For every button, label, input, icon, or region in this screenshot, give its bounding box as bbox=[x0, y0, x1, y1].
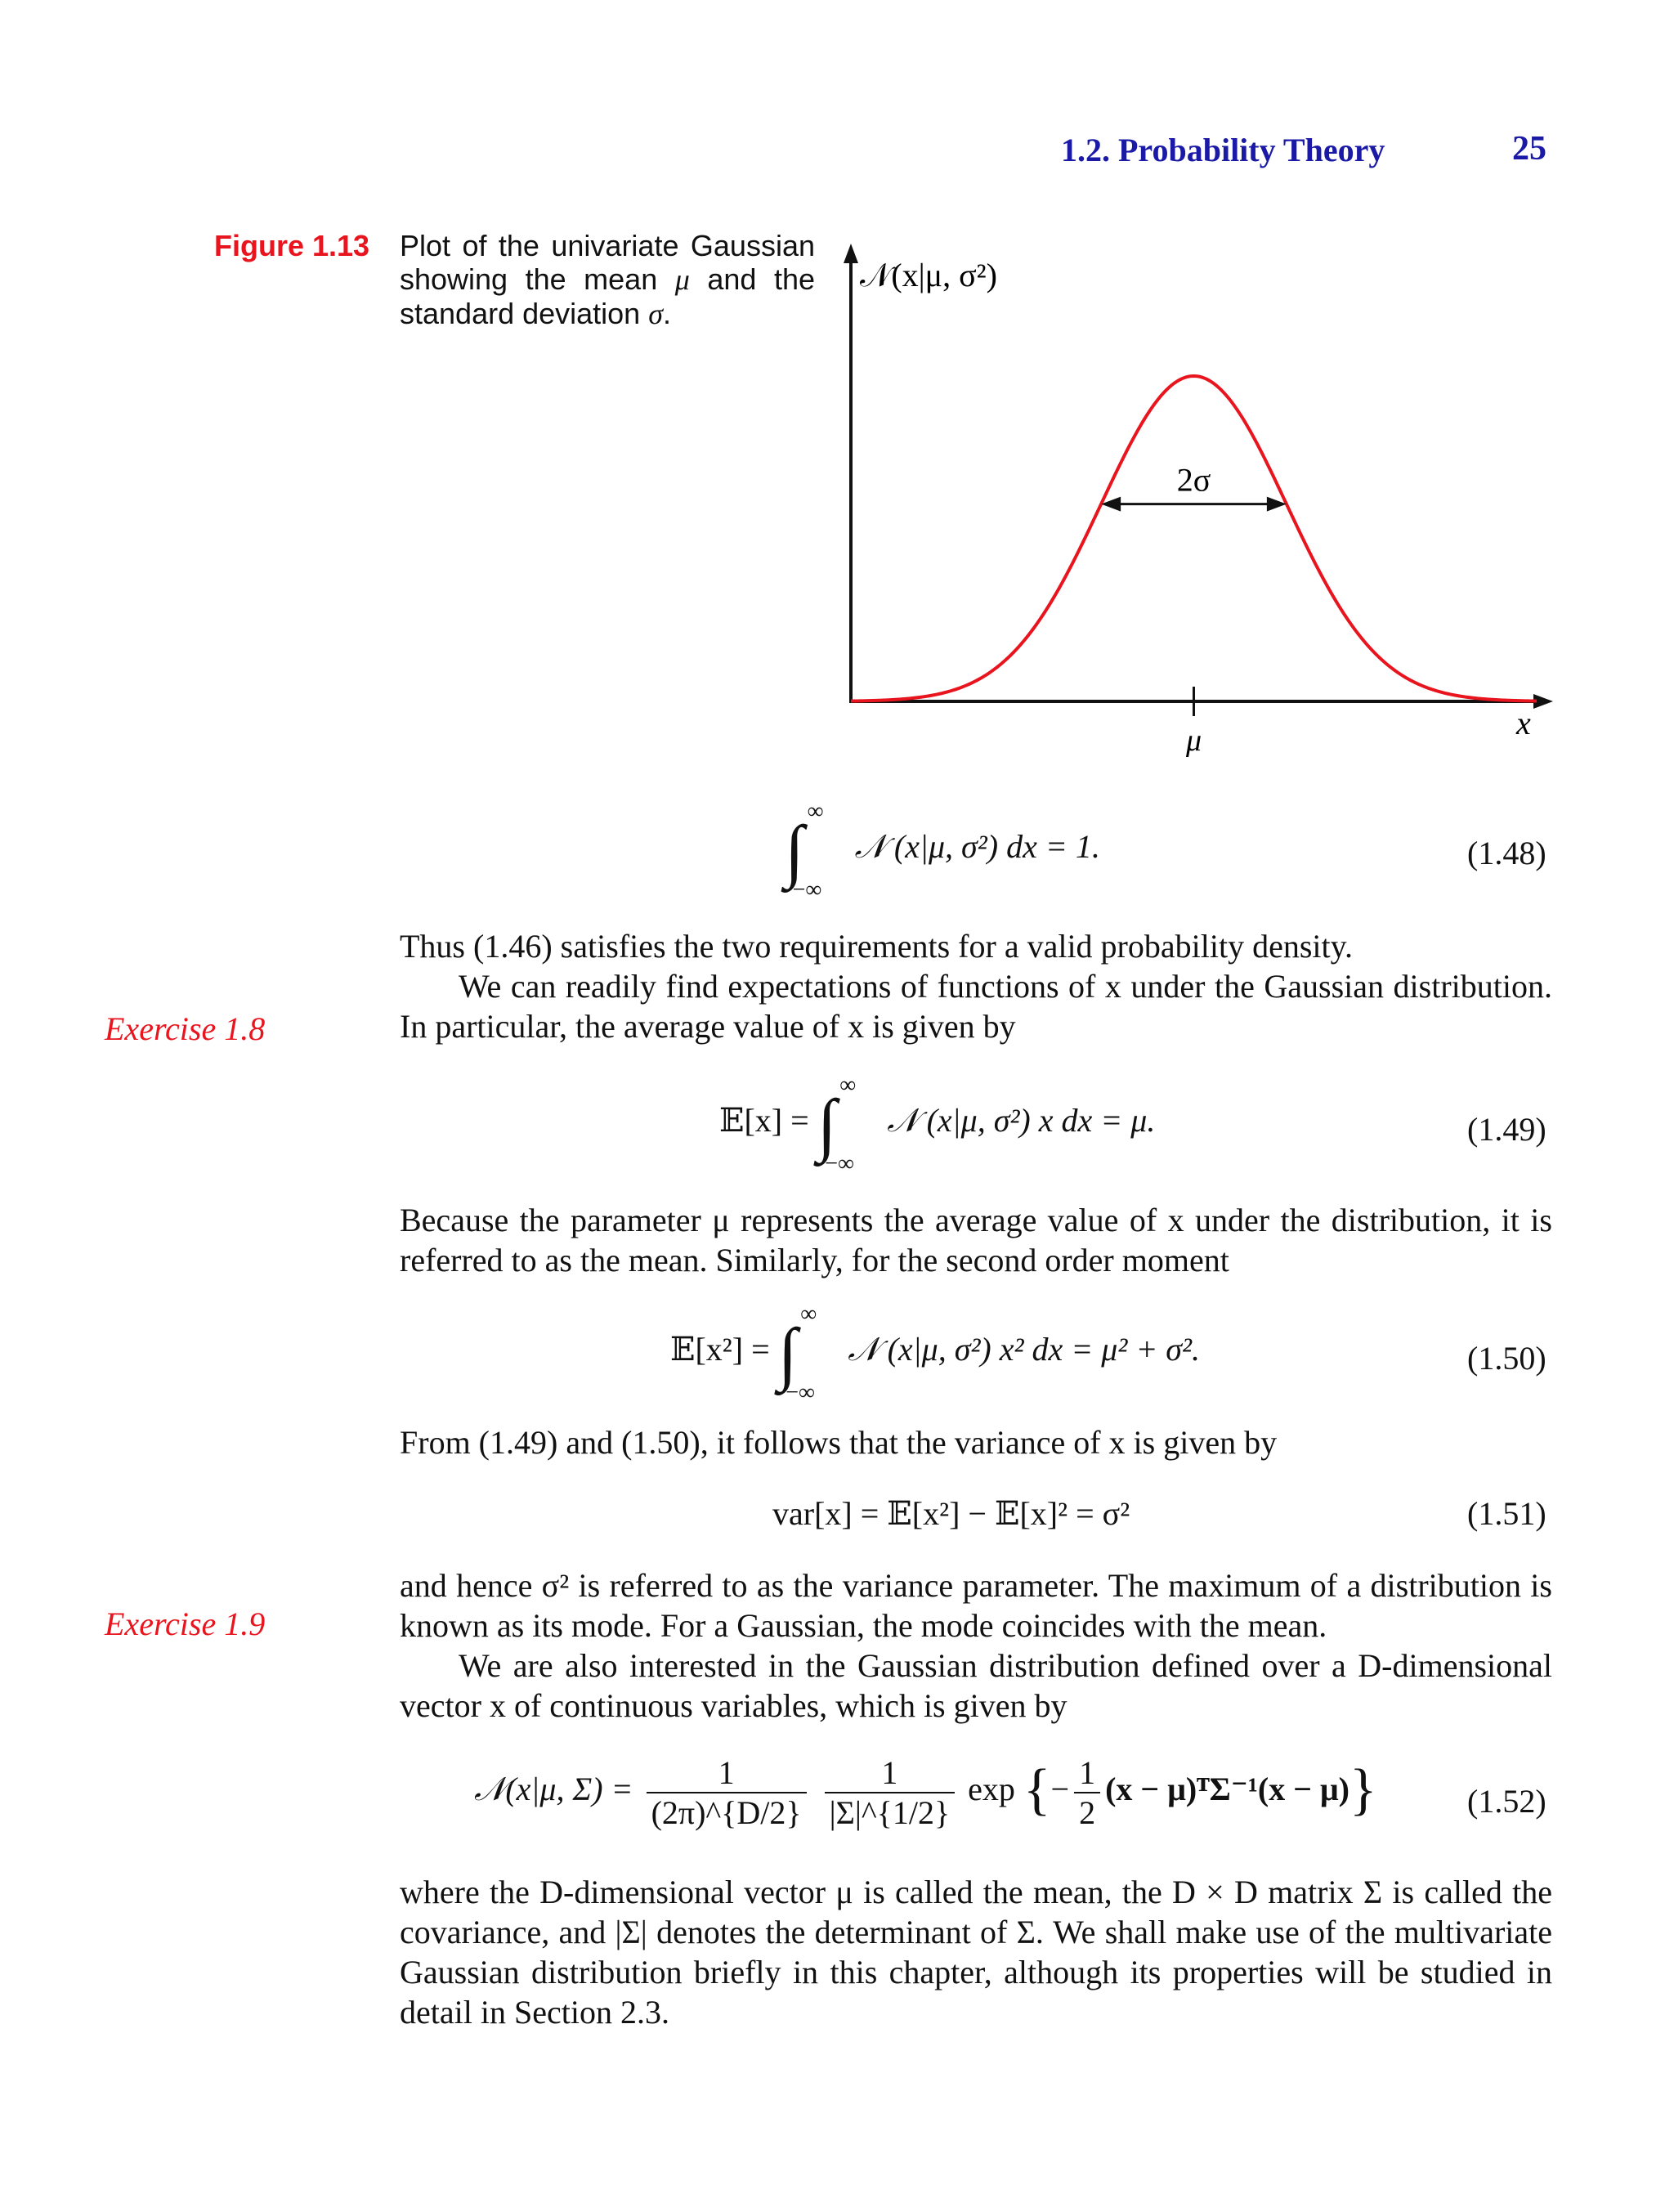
margin-note-exercise-1-8[interactable]: Exercise 1.8 bbox=[105, 1010, 266, 1047]
eq149-lhs: 𝔼[x] = bbox=[719, 1102, 809, 1140]
eq152-brace-open: { bbox=[1023, 1758, 1051, 1822]
eq152-half-den: 2 bbox=[1079, 1794, 1096, 1831]
eq152-half bbox=[1074, 1753, 1100, 1832]
equation-1-49: 𝔼[x] = ∫ ∞ −∞ 𝒩 (x|μ, σ²) x dx = μ. bbox=[719, 1072, 1156, 1176]
equation-number-1-48: (1.48) bbox=[1467, 835, 1546, 871]
y-axis-arrow-icon bbox=[844, 244, 858, 263]
eq150-upper-limit: ∞ bbox=[800, 1301, 817, 1327]
eq152-frac1-den: (2π)^{D/2} bbox=[651, 1794, 802, 1831]
eq148-body: 𝒩 (x|μ, σ²) dx = 1. bbox=[854, 828, 1100, 866]
equation-number-1-52: (1.52) bbox=[1467, 1783, 1546, 1820]
paragraph-5 bbox=[400, 1565, 1552, 1726]
eq149-body: 𝒩 (x|μ, σ²) x dx = μ. bbox=[887, 1102, 1156, 1140]
caption-text-b: and the standard deviation bbox=[400, 262, 816, 330]
eq152-frac2-den: |Σ|^{1/2} bbox=[829, 1794, 951, 1831]
caption-text-c: . bbox=[662, 297, 671, 330]
equation-number-1-49: (1.49) bbox=[1467, 1111, 1546, 1148]
equation-1-48: ∫ ∞ −∞ 𝒩 (x|μ, σ²) dx = 1. bbox=[785, 799, 1100, 902]
caption-sigma: σ bbox=[648, 298, 663, 330]
equation-number-1-50: (1.50) bbox=[1467, 1340, 1546, 1377]
figure-label: Figure 1.13 bbox=[214, 229, 370, 262]
page-number: 25 bbox=[1512, 130, 1546, 168]
mu-axis-label: μ bbox=[1185, 723, 1202, 758]
paragraph-4: From (1.49) and (1.50), it follows that the variance of x is given by bbox=[400, 1424, 1278, 1461]
caption-text-a: Plot of the univariate Gaussian showing the mean bbox=[400, 229, 815, 296]
eq152-quadratic: (x − μ)ᵀΣ⁻¹(x − μ) bbox=[1105, 1771, 1349, 1808]
gaussian-plot bbox=[817, 237, 1569, 760]
equation-1-50: 𝔼[x²] = ∫ ∞ −∞ 𝒩 (x|μ, σ²) x² dx = μ² + σ². bbox=[670, 1301, 1201, 1405]
eq152-exp: exp bbox=[968, 1771, 1015, 1808]
equation-1-52 bbox=[474, 1753, 1377, 1832]
paragraph-6-text: We are also interested in the Gaussian distribution defined over a D-dimensional vector x of continuous variables, which is given by bbox=[400, 1647, 1552, 1724]
paragraph-3: Because the parameter μ represents the average value of x under the distribution, it is referred to as the mean. Similarly, for the second order moment bbox=[400, 1202, 1552, 1278]
equation-1-51: var[x] = 𝔼[x²] − 𝔼[x]² = σ² bbox=[772, 1495, 1130, 1532]
equation-number-1-51: (1.51) bbox=[1467, 1495, 1546, 1532]
eq149-lower-limit: −∞ bbox=[825, 1151, 855, 1176]
eq152-lhs: 𝒩(x|μ, Σ) = bbox=[474, 1771, 633, 1808]
eq152-frac2-num: 1 bbox=[825, 1753, 956, 1793]
two-sigma-label: 2σ bbox=[1176, 461, 1211, 499]
eq152-frac1-num: 1 bbox=[647, 1753, 807, 1793]
paragraph-2-text: We can readily find expectations of functions of x under the Gaussian distribution. In particular, the average value of x is given by bbox=[400, 968, 1552, 1045]
eq152-minus: − bbox=[1050, 1771, 1070, 1808]
eq150-lhs: 𝔼[x²] = bbox=[670, 1331, 770, 1368]
x-axis-label: x bbox=[1516, 705, 1531, 741]
gaussian-curve bbox=[851, 376, 1537, 701]
eq148-lower-limit: −∞ bbox=[792, 877, 822, 902]
eq150-body: 𝒩 (x|μ, σ²) x² dx = μ² + σ². bbox=[848, 1331, 1201, 1368]
eq152-brace-close: } bbox=[1349, 1758, 1377, 1822]
paragraph-1 bbox=[400, 926, 1552, 1046]
y-axis-label: 𝒩(x|μ, σ²) bbox=[860, 257, 997, 293]
eq152-half-num: 1 bbox=[1074, 1753, 1100, 1793]
eq152-fraction-2 bbox=[825, 1753, 956, 1832]
paragraph-1-text: Thus (1.46) satisfies the two requirements for a valid probability density. bbox=[400, 928, 1354, 965]
eq148-upper-limit: ∞ bbox=[807, 799, 824, 824]
paragraph-5-text: and hence σ² is referred to as the variance parameter. The maximum of a distribution is known as its mode. For a Gaussian, the mode coincides with the mean. bbox=[400, 1567, 1552, 1644]
eq150-lower-limit: −∞ bbox=[786, 1380, 816, 1405]
paragraph-7: where the D-dimensional vector μ is called the mean, the D × D matrix Σ is called the covariance, and |Σ| denotes the determinant of Σ. We shall make use of the multivariate Gaussian distribution briefly in this chapter, although its properties will be studied in detail in Section 2.3. bbox=[400, 1874, 1552, 2031]
eq152-fraction-1 bbox=[647, 1753, 807, 1832]
caption-mu: μ bbox=[674, 263, 690, 296]
running-header-section: 1.2. Probability Theory bbox=[1061, 132, 1385, 168]
figure-caption bbox=[400, 229, 815, 331]
margin-note-exercise-1-9[interactable]: Exercise 1.9 bbox=[105, 1605, 266, 1642]
eq149-upper-limit: ∞ bbox=[839, 1072, 857, 1098]
